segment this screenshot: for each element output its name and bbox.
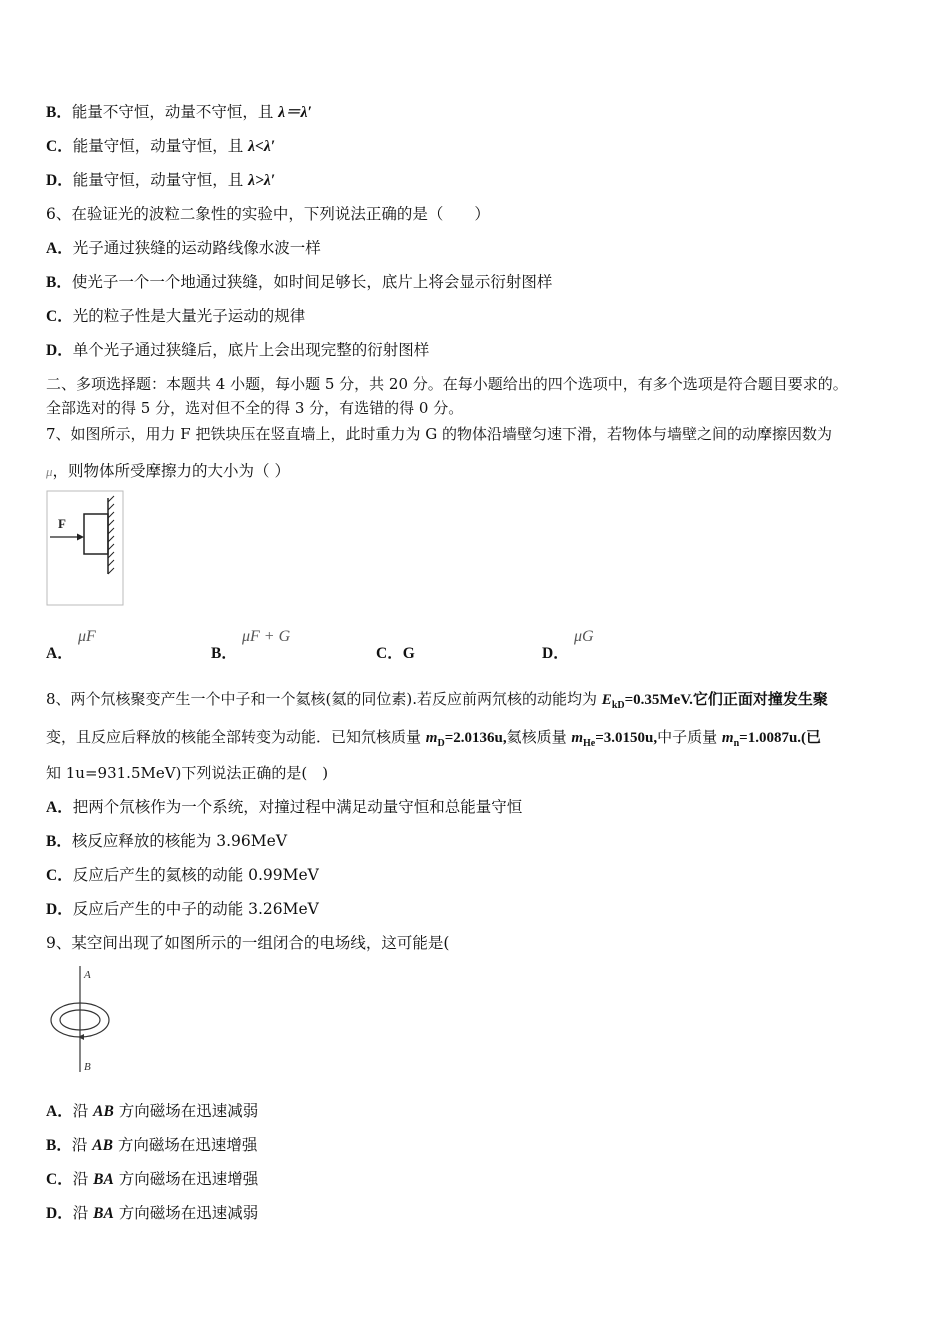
q7-option-b-label: B． <box>211 645 237 662</box>
q7-figure <box>46 490 126 608</box>
q8-option-c: C．反应后产生的氦核的动能 0.99MeV <box>46 866 319 884</box>
q6-option-c: C．光的粒子性是大量光子运动的规律 <box>46 307 306 325</box>
force-arrowhead <box>77 534 84 541</box>
q8-option-b: B．核反应释放的核能为 3.96MeV <box>46 832 288 850</box>
q7-stem-line2: μ，则物体所受摩擦力的大小为（ ） <box>46 462 290 480</box>
q9-stem: 9、某空间出现了如图所示的一组闭合的电场线，这可能是( <box>46 934 450 952</box>
q7-option-d-label: D． <box>542 645 569 662</box>
q5-option-c: C．能量守恒，动量守恒，且 λ<λ′ <box>46 137 276 155</box>
point-a-label: A <box>84 969 91 981</box>
q6-option-b: B．使光子一个一个地通过狭缝，如时间足够长，底片上将会显示衍射图样 <box>46 273 553 291</box>
q7-option-c: C．G <box>376 645 415 662</box>
q8-option-a: A．把两个氘核作为一个系统，对撞过程中满足动量守恒和总能量守恒 <box>46 798 523 816</box>
loop-arrow <box>78 1034 84 1040</box>
q8-line3: 知 1u=931.5MeV)下列说法正确的是( ) <box>46 764 329 782</box>
q9-option-a: A．沿 AB 方向磁场在迅速减弱 <box>46 1102 259 1120</box>
section2-line2: 全部选对的得 5 分，选对但不全的得 3 分，有选错的得 0 分。 <box>46 399 464 417</box>
mu-symbol: μ <box>46 464 53 479</box>
section2-line1: 二、多项选择题：本题共 4 小题，每小题 5 分，共 20 分。在每小题给出的四个选项中，有多个选项是符合题目要求的。 <box>46 375 848 393</box>
q6-option-a: A．光子通过狭缝的运动路线像水波一样 <box>46 239 321 257</box>
wall-hatch <box>108 496 114 574</box>
q9-option-b: B．沿 AB 方向磁场在迅速增强 <box>46 1136 258 1154</box>
point-b-label: B <box>84 1061 91 1073</box>
q5-option-b: B．能量不守恒，动量不守恒，且 λ＝λ′ <box>46 103 312 121</box>
force-label: F <box>58 516 66 531</box>
q6-stem: 6、在验证光的波粒二象性的实验中，下列说法正确的是（ ） <box>46 205 490 223</box>
q7-option-a-label: A． <box>46 645 73 662</box>
q5-option-d: D．能量守恒，动量守恒，且 λ>λ′ <box>46 171 276 189</box>
q7-option-a-formula: μF <box>78 628 96 645</box>
q8-line2: 变，且反应后释放的核能全部转变为动能．已知氘核质量 $m_D=2.0136u$,氦核质量 $m_{He}=3.0150u$,中子质量 $m_n=1.0087u$.(已 <box>46 728 822 749</box>
q7-option-b-formula: μF + G <box>242 628 291 645</box>
q9-option-d: D．沿 BA 方向磁场在迅速减弱 <box>46 1204 259 1222</box>
q6-option-d: D．单个光子通过狭缝后，底片上会出现完整的衍射图样 <box>46 341 430 359</box>
q8-line1: 8、两个氘核聚变产生一个中子和一个氦核(氦的同位素).若反应前两氘核的动能均为 $E_{kD}=0.35MeV$.它们正面对撞发生聚 <box>46 690 828 711</box>
q7-stem-line1: 7、如图所示，用力 F 把铁块压在竖直墙上，此时重力为 G 的物体沿墙壁匀速下滑，若物体与墙壁之间的动摩擦因数为 <box>46 425 833 443</box>
q9-option-c: C．沿 BA 方向磁场在迅速增强 <box>46 1170 259 1188</box>
q8-option-d: D．反应后产生的中子的动能 3.26MeV <box>46 900 319 918</box>
iron-block <box>84 514 108 554</box>
q9-figure <box>46 962 116 1077</box>
q7-option-d-formula: μG <box>574 628 594 645</box>
